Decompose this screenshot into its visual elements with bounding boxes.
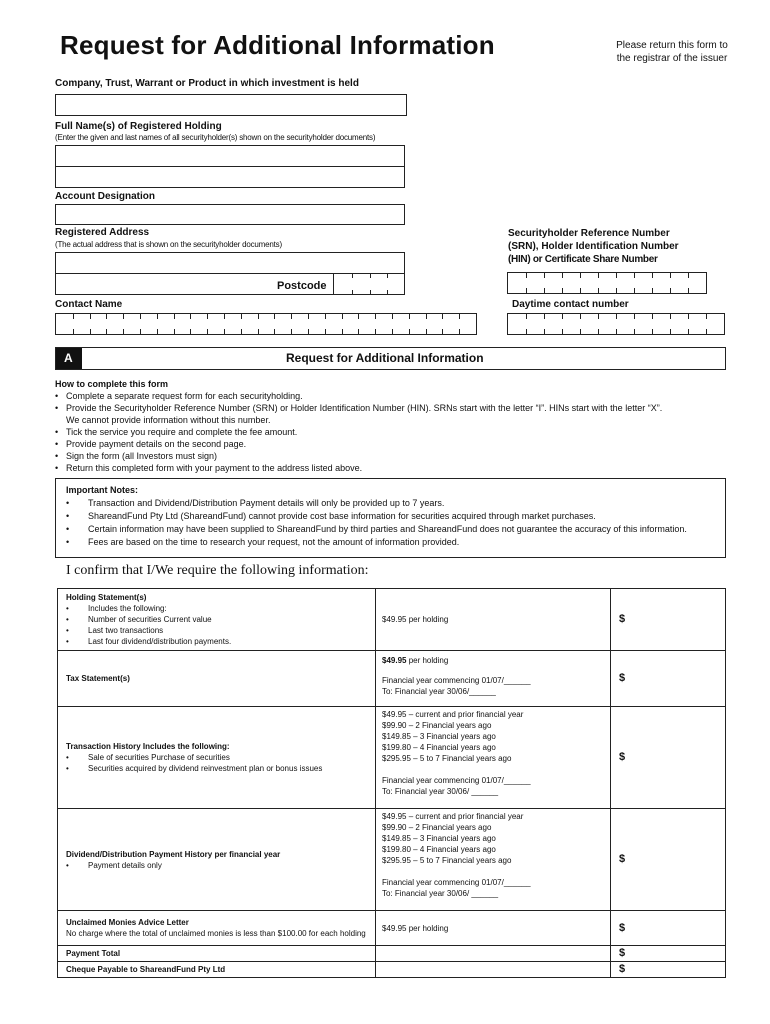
payment-total-label: Payment Total: [58, 946, 376, 962]
transaction-title: Transaction History Includes the following:: [66, 742, 230, 751]
dividend-fy-from: Financial year commencing 01/07/______: [382, 878, 531, 887]
list-item: • Securities acquired by dividend reinvestment plan or bonus issues: [66, 763, 367, 774]
dividend-price: $99.90 – 2 Financial years ago: [382, 823, 492, 832]
srn-field[interactable]: [507, 272, 707, 294]
table-row-dividend: [58, 809, 726, 911]
note-item: • ShareandFund Pty Ltd (ShareandFund) cannot provide cost base information for securities acquired through market purchases.: [66, 510, 715, 523]
holding-amount[interactable]: $: [611, 589, 726, 651]
contact-name-field[interactable]: [55, 313, 477, 335]
table-row-holding: [58, 589, 726, 651]
company-label: Company, Trust, Warrant or Product in which investment is held: [55, 78, 359, 89]
dividend-price: $149.85 – 3 Financial years ago: [382, 834, 496, 843]
list-item: • Last four dividend/distribution payments.: [66, 636, 367, 647]
name-field-2[interactable]: [55, 166, 405, 188]
table-row-total: [58, 946, 726, 962]
unclaimed-desc: No charge where the total of unclaimed monies is less than $100.00 for each holding: [66, 929, 366, 938]
account-label: Account Designation: [55, 191, 156, 202]
dividend-price: $199.80 – 4 Financial years ago: [382, 845, 496, 854]
dividend-fy-to: To: Financial year 30/06/ ______: [382, 889, 499, 898]
transaction-price: $99.90 – 2 Financial years ago: [382, 721, 492, 730]
address-sublabel: (The actual address that is shown on the securityholder documents): [55, 240, 282, 249]
address-label: Registered Address: [55, 227, 150, 238]
howto-item: • Provide the Securityholder Reference Number (SRN) or Holder Identification Number (HIN). SRNs start with the letter “I”. HINs start with the letter “X”. We cannot provide information without this number.: [55, 402, 735, 426]
transaction-price: $295.95 – 5 to 7 Financial years ago: [382, 754, 512, 763]
postcode-label: Postcode: [277, 280, 327, 292]
srn-label-line1: Securityholder Reference Number: [508, 228, 670, 239]
table-row-transaction: [58, 707, 726, 809]
srn-label-line3: (HIN) or Certificate Share Number: [508, 254, 658, 265]
list-item: • Includes the following:: [66, 603, 367, 614]
howto-item: • Sign the form (all Investors must sign): [55, 450, 735, 462]
transaction-price: $49.95 – current and prior financial year: [382, 710, 524, 719]
company-field[interactable]: [55, 94, 407, 116]
howto-continuation: We cannot provide information without this number.: [66, 415, 271, 425]
payment-total-amount[interactable]: $: [611, 946, 726, 962]
transaction-price: $199.80 – 4 Financial years ago: [382, 743, 496, 752]
list-item: • Last two transactions: [66, 625, 367, 636]
unclaimed-title: Unclaimed Monies Advice Letter: [66, 918, 189, 927]
information-table: [57, 588, 726, 978]
dividend-price: $295.95 – 5 to 7 Financial years ago: [382, 856, 512, 865]
transaction-amount[interactable]: $: [611, 707, 726, 809]
tax-price-bold: $49.95: [382, 656, 407, 665]
howto-item: • Complete a separate request form for each securityholding.: [55, 390, 735, 402]
tax-fy-from: Financial year commencing 01/07/______: [382, 676, 531, 685]
dividend-amount[interactable]: $: [611, 809, 726, 911]
note-item: • Transaction and Dividend/Distribution Payment details will only be provided up to 7 years.: [66, 497, 715, 510]
tax-title: Tax Statement(s): [66, 674, 130, 683]
list-item: • Sale of securities Purchase of securities: [66, 752, 367, 763]
list-item: • Number of securities Current value: [66, 614, 367, 625]
list-item: • Payment details only: [66, 860, 367, 871]
howto-title: How to complete this form: [55, 379, 169, 389]
cheque-amount[interactable]: $: [611, 962, 726, 978]
transaction-fy-from: Financial year commencing 01/07/______: [382, 776, 531, 785]
dividend-price: $49.95 – current and prior financial year: [382, 812, 524, 821]
howto-item: • Return this completed form with your payment to the address listed above.: [55, 462, 735, 474]
phone-field[interactable]: [507, 313, 725, 335]
cheque-label: Cheque Payable to ShareandFund Pty Ltd: [58, 962, 376, 978]
tax-fy-to: To: Financial year 30/06/______: [382, 687, 496, 696]
note-item: • Fees are based on the time to research your request, not the amount of information provided.: [66, 536, 715, 549]
table-row-cheque: [58, 962, 726, 978]
postcode-field[interactable]: [333, 273, 405, 295]
holding-price: $49.95 per holding: [376, 589, 611, 651]
name-field-1[interactable]: [55, 145, 405, 167]
names-sublabel: (Enter the given and last names of all securityholder(s) shown on the securityholder documents): [55, 133, 376, 142]
section-a-header: [55, 347, 726, 370]
names-label: Full Name(s) of Registered Holding: [55, 121, 222, 132]
note-item: • Certain information may have been supplied to ShareandFund by third parties and ShareandFund does not guarantee the accuracy of this information.: [66, 523, 715, 536]
transaction-price: $149.85 – 3 Financial years ago: [382, 732, 496, 741]
section-letter: A: [56, 348, 82, 369]
table-row-unclaimed: [58, 911, 726, 946]
unclaimed-amount[interactable]: $: [611, 911, 726, 946]
howto-block: [55, 378, 735, 474]
srn-label-line2: (SRN), Holder Identification Number: [508, 241, 679, 252]
contact-label: Contact Name: [55, 299, 123, 310]
confirm-statement: I confirm that I/We require the following information:: [66, 563, 369, 578]
howto-item: • Provide payment details on the second page.: [55, 438, 735, 450]
holding-title: Holding Statement(s): [66, 593, 147, 602]
unclaimed-price: $49.95 per holding: [376, 911, 611, 946]
phone-label: Daytime contact number: [512, 299, 629, 310]
address-field-1[interactable]: [55, 252, 405, 274]
account-field[interactable]: [55, 204, 405, 225]
important-notes: [55, 478, 726, 558]
transaction-fy-to: To: Financial year 30/06/ ______: [382, 787, 499, 796]
table-row-tax: [58, 651, 726, 707]
dividend-title: Dividend/Distribution Payment History per financial year: [66, 849, 281, 859]
section-title: Request for Additional Information: [286, 351, 484, 365]
howto-item: • Tick the service you require and complete the fee amount.: [55, 426, 735, 438]
notes-title: Important Notes:: [66, 485, 138, 495]
tax-price-rest: per holding: [406, 656, 449, 665]
form-title: Request for Additional Information: [60, 30, 495, 60]
return-note: Please return this form to the registrar of the issuer: [616, 40, 728, 64]
tax-amount[interactable]: $: [611, 651, 726, 707]
